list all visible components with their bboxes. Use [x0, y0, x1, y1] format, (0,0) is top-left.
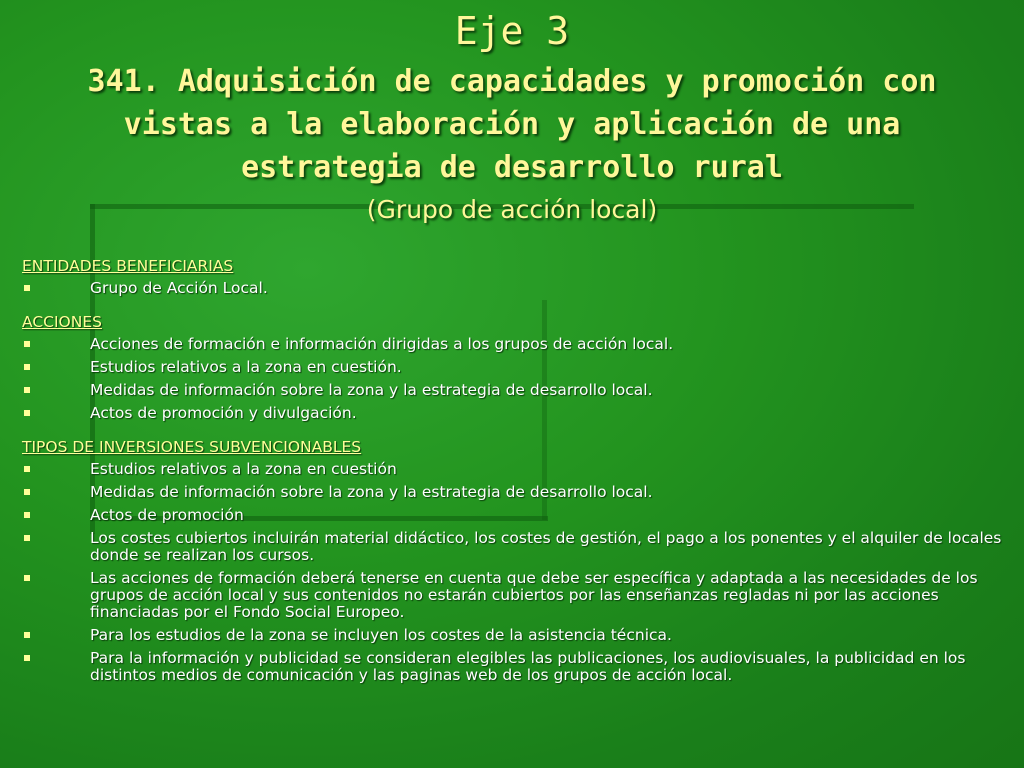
section-tipos-inversiones [22, 439, 1012, 684]
list-item-text: Estudios relativos a la zona en cuestión. [90, 358, 402, 376]
list-item [22, 484, 1012, 501]
list-item [22, 627, 1012, 644]
square-bullet-icon [24, 489, 30, 495]
square-bullet-icon [24, 535, 30, 541]
slide-title-block [0, 8, 1024, 227]
list-item-text: Los costes cubiertos incluirán material didáctico, los costes de gestión, el pago a los ponentes y el alquiler de locales donde se realizan los cursos. [90, 529, 1002, 564]
list-item-text: Medidas de información sobre la zona y la estrategia de desarrollo local. [90, 483, 653, 501]
square-bullet-icon [24, 364, 30, 370]
section-heading: ACCIONES [22, 313, 102, 331]
list-item [22, 461, 1012, 478]
square-bullet-icon [24, 632, 30, 638]
list-item [22, 336, 1012, 353]
list-item-text: Medidas de información sobre la zona y la estrategia de desarrollo local. [90, 381, 653, 399]
list-item-text: Grupo de Acción Local. [90, 279, 268, 297]
slide-content [22, 258, 1012, 690]
list-item [22, 359, 1012, 376]
square-bullet-icon [24, 655, 30, 661]
list-item [22, 280, 1012, 297]
list-item-text: Para los estudios de la zona se incluyen los costes de la asistencia técnica. [90, 626, 672, 644]
section-heading: ENTIDADES BENEFICIARIAS [22, 257, 234, 275]
slide-subtitle: 341. Adquisición de capacidades y promoción con vistas a la elaboración y aplicación de una estrategia de desarrollo rural [87, 64, 937, 185]
square-bullet-icon [24, 466, 30, 472]
list-item [22, 405, 1012, 422]
square-bullet-icon [24, 512, 30, 518]
list-item [22, 650, 1012, 684]
list-item [22, 530, 1012, 564]
square-bullet-icon [24, 410, 30, 416]
list-item [22, 382, 1012, 399]
slide-title: Eje 3 [454, 9, 570, 53]
list-item-text: Para la información y publicidad se consideran elegibles las publicaciones, los audiovisuales, la publicidad en los distintos medios de comunicación y las paginas web de los grupos de acción local. [90, 649, 966, 684]
bullet-list [22, 280, 1012, 297]
list-item [22, 507, 1012, 524]
bullet-list [22, 336, 1012, 422]
square-bullet-icon [24, 341, 30, 347]
section-heading: TIPOS DE INVERSIONES SUBVENCIONABLES [22, 438, 362, 456]
square-bullet-icon [24, 575, 30, 581]
bullet-list [22, 461, 1012, 684]
list-item-text: Estudios relativos a la zona en cuestión [90, 460, 397, 478]
list-item-text: Actos de promoción [90, 506, 244, 524]
slide-parenthetical: (Grupo de acción local) [366, 195, 658, 224]
list-item-text: Actos de promoción y divulgación. [90, 404, 357, 422]
section-acciones [22, 314, 1012, 422]
square-bullet-icon [24, 285, 30, 291]
list-item-text: Acciones de formación e información dirigidas a los grupos de acción local. [90, 335, 674, 353]
list-item-text: Las acciones de formación deberá tenerse en cuenta que debe ser específica y adaptada a las necesidades de los grupos de acción local y sus contenidos no estarán cubiertos por las enseñanzas regladas ni por las acciones financiadas por el Fondo Social Europeo. [90, 569, 978, 621]
square-bullet-icon [24, 387, 30, 393]
list-item [22, 570, 1012, 621]
section-entidades-beneficiarias [22, 258, 1012, 297]
